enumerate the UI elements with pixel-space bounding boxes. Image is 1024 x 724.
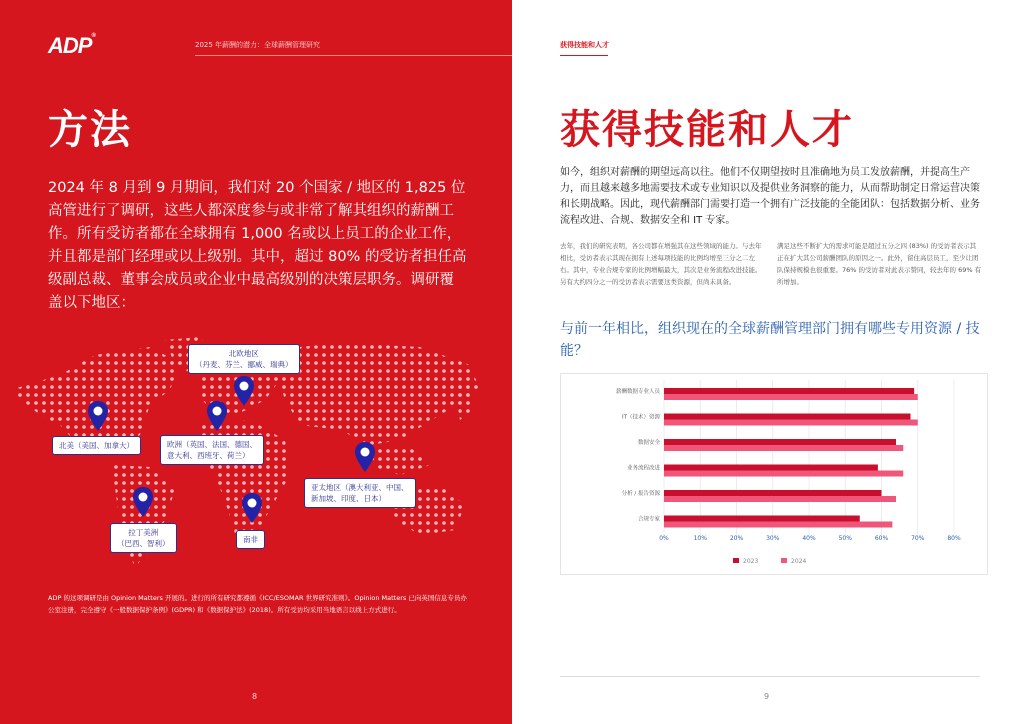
category-label: 分析 / 报告资源 — [621, 491, 660, 497]
category-label: 薪酬数据专业人员 — [615, 389, 660, 395]
legend-label: 2024 — [791, 558, 807, 565]
bar-2024 — [664, 496, 896, 502]
x-tick-label: 50% — [838, 535, 852, 542]
x-tick-label: 0% — [659, 535, 669, 542]
header-rule — [560, 55, 608, 56]
x-tick-label: 70% — [911, 535, 925, 542]
right-running-header: 获得技能和人才 — [560, 41, 609, 49]
pin-south-africa-icon — [242, 493, 262, 523]
intro-paragraph: 如今，组织对薪酬的期望远高以往。他们不仅期望按时且准确地为员工发放薪酬，并提高生产力，而且越来越多地需要技术或专业知识以及提供业务洞察的能力，从而帮助制定日常运营决策和长期战略。因此，现代薪酬部门需要打造一个拥有广泛技能的全能团队：包括数据分析、业务流程改进、合规、数据安全和 IT 专家。 — [560, 167, 980, 226]
bar-2024 — [664, 522, 892, 528]
bar-2024 — [664, 420, 918, 426]
page-title: 方法 — [48, 107, 132, 153]
bar-2023 — [664, 516, 860, 522]
x-tick-label: 40% — [802, 535, 816, 542]
bar-2023 — [664, 388, 914, 394]
bar-2023 — [664, 439, 896, 445]
methodology-footnote: ADP 的这项调研是由 Opinion Matters 开展的。进行的所有研究都遵循《ICC/ESOMAR 世界研究准则》。Opinion Matters 已向英国信息专员办公室注册，完全遵守《一般数据保护条例》(GDPR) 和《数据保护法》(2018)。所有受访均采用当地语言以线上方式进行。 — [48, 594, 467, 614]
pin-europe-icon — [207, 401, 227, 431]
bar-2023 — [664, 414, 911, 420]
x-tick-label: 60% — [874, 535, 889, 542]
pin-apac-icon — [355, 442, 375, 472]
region-label-latam: 拉丁美洲 （巴西、智利） — [110, 523, 177, 553]
bottom-rule — [560, 676, 980, 677]
legend-label: 2023 — [743, 558, 759, 565]
pin-north-america-icon — [88, 401, 108, 431]
left-running-header: 2025 年薪酬的潜力：全球薪酬管理研究 — [195, 41, 321, 49]
methodology-body: 2024 年 8 月到 9 月期间，我们对 20 个国家 / 地区的 1,825 位高管进行了调研，这些人都深度参与或非常了解其组织的薪酬工作。所有受访者都在全球拥有 1,000 名或以上员工的企业工作，并且都是部门经理或以上级别。其中，超过 80% 的受访者担任高级副总裁、董事会成员或企业中最高级别的决策层职务。调研覆盖以下地区： — [48, 180, 467, 311]
region-label-north-america: 北美（美国、加拿大） — [52, 436, 141, 455]
bar-2023 — [664, 465, 878, 471]
legend-swatch-2023 — [733, 558, 739, 563]
header-rule — [195, 55, 512, 56]
skills-bar-chart — [560, 373, 988, 575]
legend-swatch-2024 — [781, 558, 787, 563]
page-number: 8 — [252, 692, 258, 701]
body-column-1: 去年，我们的研究表明，各公司都在增强其在这些领域的能力。与去年相比，受访者表示其现在拥有上述每项技能的比例均增至三分之二左右。其中，专业合规专家的比例增幅最大，其次是业务流程改进技能。另有大约四分之一的受访者表示需要这类资源，但尚未具备。 — [560, 242, 762, 286]
adp-logo: ADP® — [48, 33, 95, 58]
region-label-europe: 欧洲（英国、法国、德国、 意大利、西班牙、荷兰） — [160, 435, 264, 465]
region-label-apac: 亚太地区（澳大利亚、中国、 新加坡、印度、日本） — [304, 478, 416, 508]
pin-latam-icon — [133, 487, 153, 517]
chart-svg — [561, 374, 989, 576]
page-title: 获得技能和人才 — [560, 107, 854, 153]
category-label: 数据安全 — [637, 440, 660, 446]
x-tick-label: 10% — [693, 535, 707, 542]
x-tick-label: 80% — [947, 535, 961, 542]
bar-2024 — [664, 445, 903, 451]
page-number: 9 — [764, 692, 770, 701]
chart-title: 与前一年相比，组织现在的全球薪酬管理部门拥有哪些专用资源 / 技能？ — [560, 321, 980, 359]
world-map — [0, 335, 512, 570]
category-label: 合规专家 — [637, 516, 660, 523]
bar-2023 — [664, 490, 882, 496]
category-label: IT（技术）资源 — [622, 414, 660, 421]
x-tick-label: 20% — [729, 535, 744, 542]
category-label: 业务流程改进 — [626, 465, 660, 472]
pin-nordic-icon — [234, 376, 254, 406]
x-tick-label: 30% — [766, 535, 780, 542]
bar-2024 — [664, 394, 918, 400]
body-column-2: 满足这些不断扩大的需求可能是超过五分之四 (83%) 的受访者表示其正在扩大其公司薪酬团队的原因之一。此外，留住高层员工，至少让团队保持规模也很重要。76% 的受访者对此表示赞同，较去年的 69% 有所增加。 — [777, 242, 982, 286]
bar-2024 — [664, 471, 903, 477]
right-page — [512, 0, 1024, 724]
region-label-south-africa: 南非 — [236, 530, 265, 549]
region-label-nordic: 北欧地区 （丹麦、芬兰、挪威、瑞典） — [188, 344, 300, 374]
